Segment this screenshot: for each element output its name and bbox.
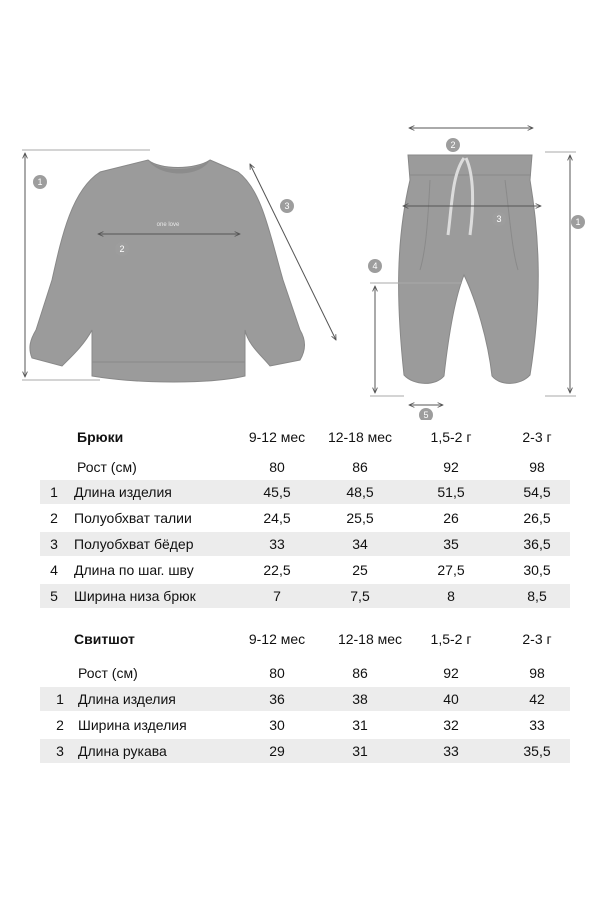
cell-value: 27,5 [437, 562, 465, 578]
pants-height-value: 92 [443, 459, 459, 475]
sweatshirt-height-value: 86 [352, 665, 368, 681]
table-row [40, 713, 570, 737]
sweatshirt-height-value: 92 [443, 665, 459, 681]
svg-text:2: 2 [450, 140, 456, 150]
garment-illustration [0, 0, 600, 420]
cell-value: 25 [352, 562, 368, 578]
row-label: Полуобхват бёдер [74, 536, 194, 552]
cell-value: 40 [443, 691, 459, 707]
cell-value: 24,5 [263, 510, 291, 526]
cell-value: 31 [352, 743, 368, 759]
row-number: 3 [56, 743, 64, 759]
cell-value: 33 [529, 717, 545, 733]
cell-value: 33 [443, 743, 459, 759]
sweatshirt-height-value: 80 [269, 665, 285, 681]
cell-value: 38 [352, 691, 368, 707]
pants-size-col-2: 12-18 мес [327, 429, 393, 445]
cell-value: 35 [443, 536, 459, 552]
cell-value: 26 [443, 510, 459, 526]
pants-size-col-4: 2-3 г [522, 429, 552, 445]
sweatshirt-height-value: 98 [529, 665, 545, 681]
sweatshirt-size-col-3: 1,5-2 г [430, 631, 472, 647]
cell-value: 7 [273, 588, 281, 604]
sweatshirt-height-label: Рост (см) [78, 665, 138, 681]
sweatshirt-size-table [40, 627, 570, 767]
svg-text:2: 2 [119, 244, 125, 254]
pants-height-row [40, 455, 570, 479]
row-number: 2 [56, 717, 64, 733]
cell-value: 35,5 [523, 743, 551, 759]
cell-value: 8,5 [527, 588, 547, 604]
row-label: Длина изделия [78, 691, 176, 707]
svg-text:3: 3 [496, 214, 502, 224]
cell-value: 25,5 [346, 510, 374, 526]
sweatshirt-size-col-1: 9-12 мес [248, 631, 306, 647]
pants-height-label: Рост (см) [77, 459, 137, 475]
row-number: 1 [50, 484, 58, 500]
cell-value: 31 [352, 717, 368, 733]
row-label: Длина по шаг. шву [74, 562, 194, 578]
sweatshirt-size-col-4: 2-3 г [522, 631, 552, 647]
svg-text:1: 1 [575, 217, 581, 227]
row-number: 3 [50, 536, 58, 552]
cell-value: 54,5 [523, 484, 551, 500]
pants-drawing [399, 155, 539, 383]
sweatshirt-table-title: Свитшот [74, 631, 135, 647]
table-row [40, 558, 570, 582]
cell-value: 34 [352, 536, 368, 552]
row-number: 1 [56, 691, 64, 707]
row-label: Ширина низа брюк [74, 588, 196, 604]
pants-height-value: 80 [269, 459, 285, 475]
table-row [40, 506, 570, 530]
cell-value: 45,5 [263, 484, 291, 500]
row-number: 4 [50, 562, 58, 578]
sweatshirt-size-col-2: 12-18 мес [337, 631, 403, 647]
row-label: Ширина изделия [78, 717, 187, 733]
pants-size-col-1: 9-12 мес [248, 429, 306, 445]
cell-value: 36,5 [523, 536, 551, 552]
table-row [40, 739, 570, 763]
cell-value: 30 [269, 717, 285, 733]
row-number: 5 [50, 588, 58, 604]
cell-value: 51,5 [437, 484, 465, 500]
cell-value: 48,5 [346, 484, 374, 500]
pants-height-value: 86 [352, 459, 368, 475]
cell-value: 33 [269, 536, 285, 552]
cell-value: 42 [529, 691, 545, 707]
sweatshirt-height-row [40, 661, 570, 685]
cell-value: 22,5 [263, 562, 291, 578]
row-label: Длина рукава [78, 743, 167, 759]
cell-value: 29 [269, 743, 285, 759]
svg-text:3: 3 [284, 201, 290, 211]
sweatshirt-print-text: one love [156, 222, 180, 228]
sweatshirt-table-header [40, 627, 570, 651]
pants-table-header [40, 425, 570, 449]
pants-size-col-3: 1,5-2 г [430, 429, 472, 445]
cell-value: 36 [269, 691, 285, 707]
svg-text:1: 1 [37, 177, 43, 187]
row-label: Полуобхват талии [74, 510, 192, 526]
cell-value: 32 [443, 717, 459, 733]
cell-value: 7,5 [350, 588, 370, 604]
row-number: 2 [50, 510, 58, 526]
pants-table-title: Брюки [77, 429, 124, 445]
cell-value: 30,5 [523, 562, 551, 578]
table-row [40, 584, 570, 608]
cell-value: 8 [447, 588, 455, 604]
table-row [40, 687, 570, 711]
svg-text:5: 5 [423, 410, 429, 420]
sweatshirt-drawing [30, 160, 305, 382]
pants-height-value: 98 [529, 459, 545, 475]
table-row [40, 532, 570, 556]
row-label: Длина изделия [74, 484, 172, 500]
cell-value: 26,5 [523, 510, 551, 526]
svg-text:4: 4 [372, 261, 378, 271]
table-row [40, 480, 570, 504]
pants-size-table [40, 425, 570, 611]
